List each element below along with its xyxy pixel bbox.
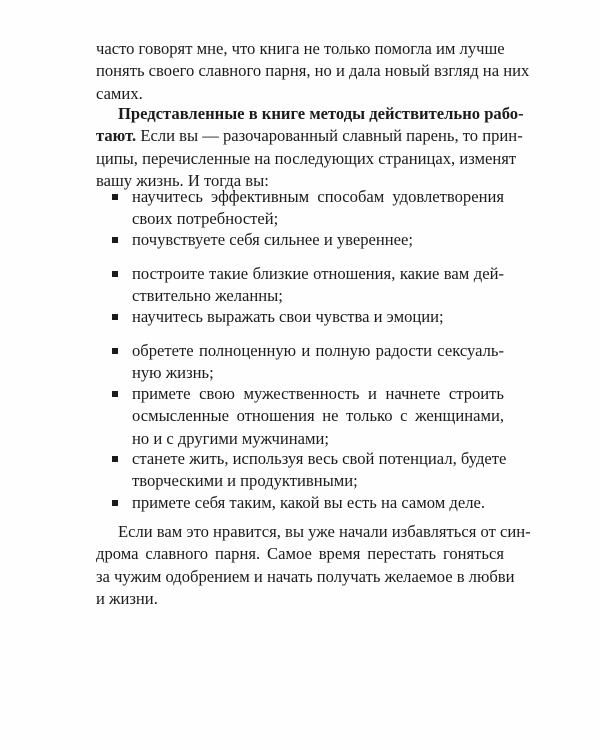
list-item-text [132,383,504,450]
methods-paragraph [96,103,524,192]
list-item-line: своих потребностей; [132,209,279,229]
list-item-text [132,263,504,308]
list-item-text [132,492,504,514]
square-bullet-icon [112,500,118,506]
square-bullet-icon [112,391,118,397]
methods-line-bold: Представленные в книге методы действительно рабо- [118,104,524,123]
square-bullet-icon [112,237,118,243]
closing-line: дрома славного парня. Самое время перестать гоняться [96,544,504,564]
methods-line: вашу жизнь. И тогда вы: [96,170,269,190]
intro-paragraph [96,38,530,105]
list-item-line: научитесь эффективным способам удовлетворения [132,187,504,206]
list-item-line: построите такие близкие отношения, какие вам дей- [132,264,504,283]
list-item-line: ную жизнь; [132,363,214,383]
list-item-line: примете свою мужественность и начнете строить [132,384,504,403]
list-item-line: научитесь выражать свои чувства и эмоции; [132,307,444,326]
methods-line [96,125,523,147]
list-item-line: почувствуете себя сильнее и увереннее; [132,230,414,249]
closing-line: за чужим одобрением и начать получать желаемое в любви [96,566,515,586]
intro-line: часто говорят мне, что книга не только помогла им лучше [96,39,505,58]
square-bullet-icon [112,314,118,320]
square-bullet-icon [112,348,118,354]
list-item-line: станете жить, используя весь свой потенциал, будете [132,449,507,468]
intro-line: самих. [96,83,143,103]
methods-bold-fragment: тают. [96,126,137,146]
list-item-line: примете себя таким, какой вы есть на самом деле. [132,493,486,512]
square-bullet-icon [112,271,118,277]
closing-paragraph [96,521,531,610]
methods-line: ципы, перечисленные на последующих страницах, изменят [96,148,517,168]
square-bullet-icon [112,456,118,462]
list-item-line: ствительно желанны; [132,286,283,306]
closing-line: и жизни. [96,588,158,608]
list-item-text [132,340,504,385]
list-item-text [132,448,507,493]
list-item-line: творческими и продуктивными; [132,471,358,491]
intro-line: понять своего славного парня, но и дала новый взгляд на них [96,61,530,81]
list-item-line: осмысленные отношения не только с женщинами, [132,406,504,426]
square-bullet-icon [112,194,118,200]
list-item-line: но и с другими мужчинами; [132,428,329,448]
methods-line-rest: Если вы — разочарованный славный парень, то прин- [136,126,523,146]
list-item-line: обретете полноценную и полную радости сексуаль- [132,341,504,360]
list-item-text [132,229,504,251]
list-item-text [132,186,504,231]
list-item-text [132,306,504,328]
closing-line: Если вам это нравится, вы уже начали избавляться от син- [118,522,531,541]
